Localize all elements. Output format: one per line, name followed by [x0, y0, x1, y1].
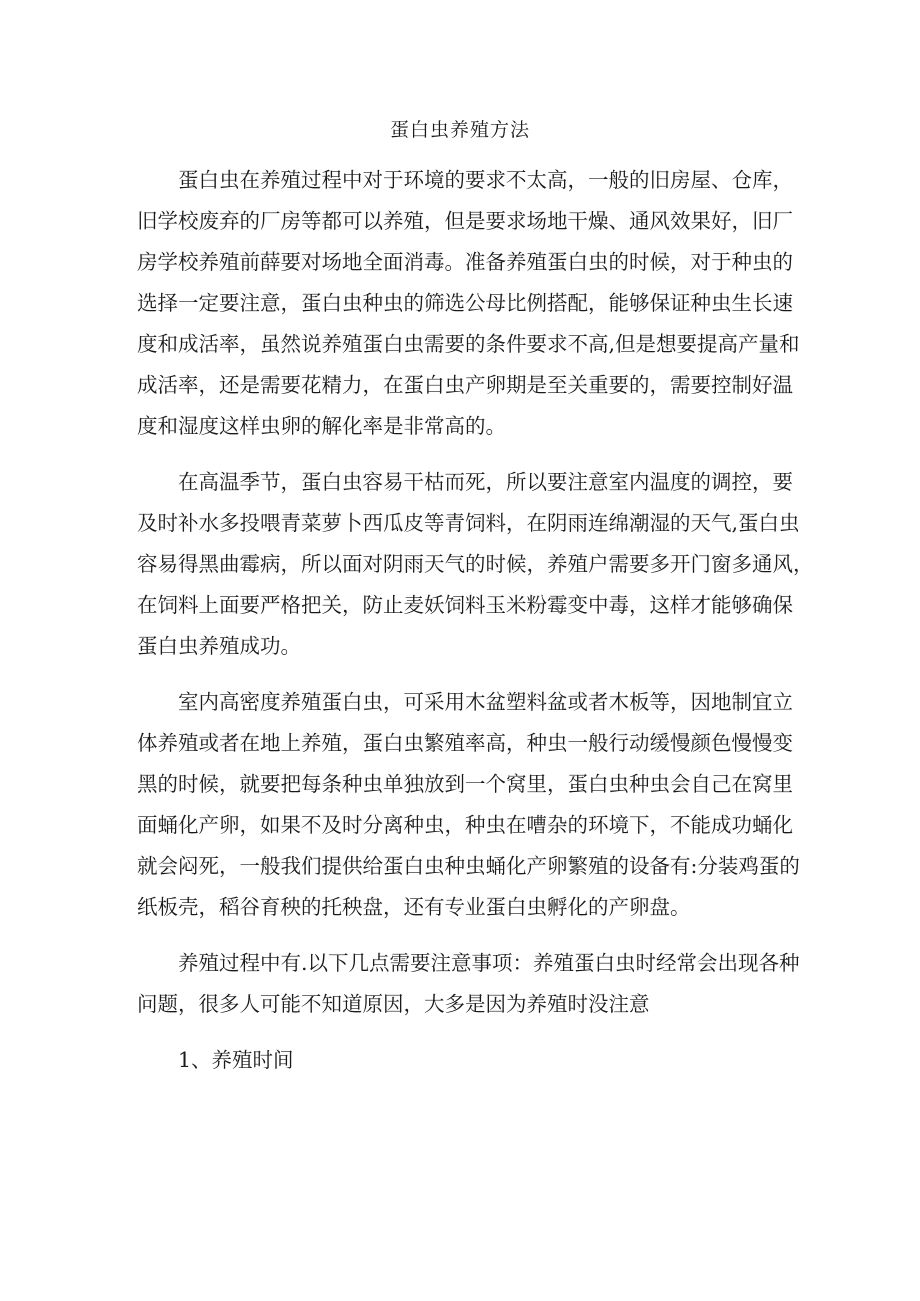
paragraph-line: 就会闷死，一般我们提供给蛋白虫种虫蛹化产卵繁殖的设备有:分装鸡蛋的	[137, 854, 800, 878]
paragraph-line: 度和成活率，虽然说养殖蛋白虫需要的条件要求不高,但是想要提高产量和	[137, 332, 800, 356]
paragraph-line: 蛋白虫养殖成功。	[137, 634, 301, 658]
paragraph-line: 在高温季节，蛋白虫容易干枯而死，所以要注意室内温度的调控，要	[178, 470, 793, 494]
paragraph-line: 黑的时候，就要把每条种虫单独放到一个窝里，蛋白虫种虫会自己在窝里	[137, 772, 793, 796]
section-heading-breeding-time	[137, 1040, 793, 1081]
paragraph-indoor-breeding	[137, 682, 800, 928]
paragraph-line: 旧学校废弃的厂房等都可以养殖，但是要求场地干燥、通风效果好，旧厂	[137, 209, 793, 233]
document-body	[137, 160, 814, 1096]
paragraph-line: 在饲料上面要严格把关，防止麦妖饲料玉米粉霉变中毒，这样才能够确保	[137, 593, 793, 617]
paragraph-line: 度和湿度这样虫卵的解化率是非常高的。	[137, 414, 506, 438]
paragraph-line: 问题，很多人可能不知道原因，大多是因为养殖时没注意	[137, 992, 650, 1016]
paragraph-line: 选择一定要注意，蛋白虫种虫的筛选公母比例搭配，能够保证种虫生长速	[137, 291, 793, 315]
paragraph-notes	[137, 943, 800, 1025]
paragraph-environment	[137, 160, 800, 447]
paragraph-line: 容易得黑曲霉病，所以面对阴雨天气的时候，养殖户需要多开门窗多通风，	[137, 552, 814, 576]
paragraph-line: 面蛹化产卵，如果不及时分离种虫，种虫在嘈杂的环境下，不能成功蛹化	[137, 813, 793, 837]
paragraph-line: 成活率，还是需要花精力，在蛋白虫产卵期是至关重要的，需要控制好温	[137, 373, 793, 397]
paragraph-line: 纸板壳，稻谷育秧的托秧盘，还有专业蛋白虫孵化的产卵盘。	[137, 895, 691, 919]
paragraph-line: 1、养殖时间	[178, 1048, 294, 1072]
paragraph-line: 室内高密度养殖蛋白虫，可采用木盆塑料盆或者木板等，因地制宜立	[178, 690, 793, 714]
paragraph-high-temperature	[137, 462, 814, 667]
document-title: 蛋白虫养殖方法	[389, 119, 530, 141]
paragraph-line: 蛋白虫在养殖过程中对于环境的要求不太高，一般的旧房屋、仓库，	[178, 168, 793, 192]
paragraph-line: 养殖过程中有.以下几点需要注意事项：养殖蛋白虫时经常会出现各种	[178, 951, 800, 975]
paragraph-line: 体养殖或者在地上养殖，蛋白虫繁殖率高，种虫一般行动缓慢颜色慢慢变	[137, 731, 793, 755]
paragraph-line: 房学校养殖前薛要对场地全面消毒。准备养殖蛋白虫的时候，对于种虫的	[137, 250, 793, 274]
paragraph-line: 及时补水多投喂青菜萝卜西瓜皮等青饲料，在阴雨连绵潮湿的天气,蛋白虫	[137, 511, 800, 535]
